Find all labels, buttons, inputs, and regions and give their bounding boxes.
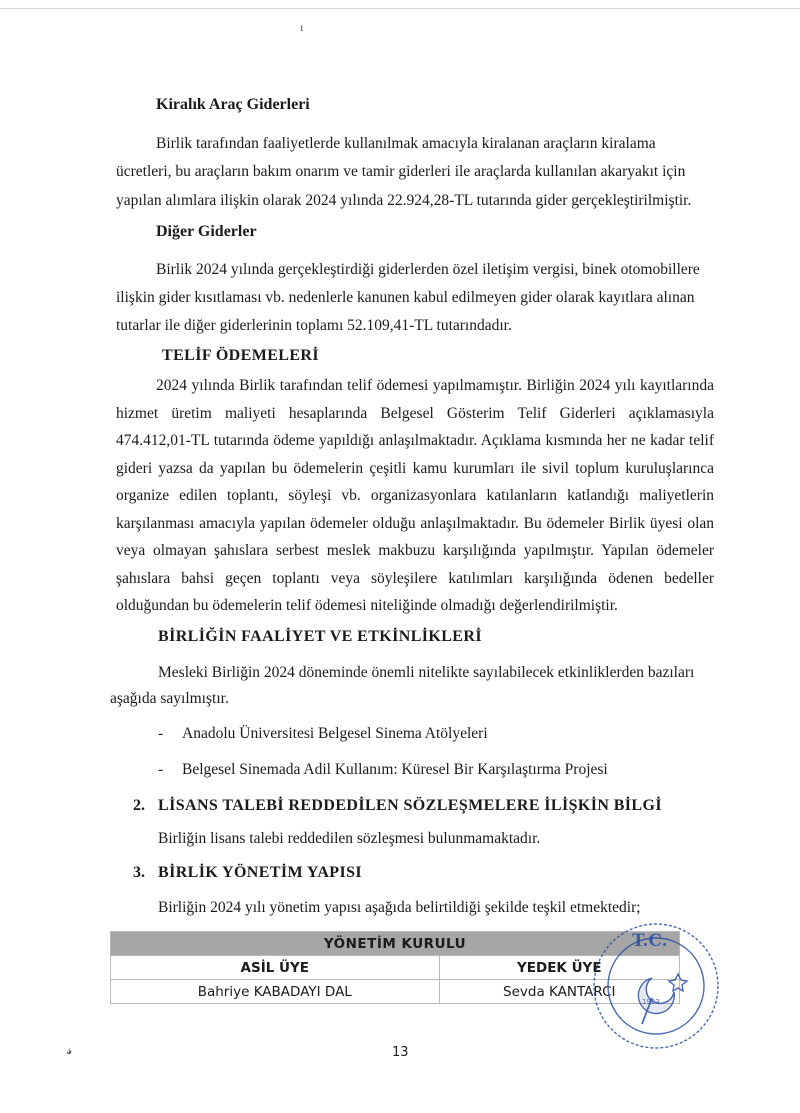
activities-line-1: Mesleki Birliğin 2024 döneminde önemli nitelikte sayılabilecek etkinliklerden bazıları [158,664,695,681]
activities-heading: BİRLİĞİN FAALİYET VE ETKİNLİKLERİ [158,628,482,645]
section-number-3: 3. [133,864,145,881]
activity-item-2: Belgesel Sinemada Adil Kullanım: Küresel Bir Karşılaştırma Projesi [182,761,608,778]
header-principal-member: ASİL ÜYE [111,956,440,980]
scan-edge-line [0,8,800,9]
stamp-year: 1923 [642,998,660,1006]
activity-item-1: Anadolu Üniversitesi Belgesel Sinema Atölyeleri [182,725,488,742]
rental-expenses-heading: Kiralık Araç Giderleri [156,96,310,113]
license-heading: LİSANS TALEBİ REDDEDİLEN SÖZLEŞMELERE İLİŞKİN BİLGİ [158,797,662,814]
other-line-1: Birlik 2024 yılında gerçekleştirdiği giderlerden özel iletişim vergisi, binek otomobillere [156,261,700,278]
other-expenses-heading: Diğer Giderler [156,223,257,240]
rental-line-1: Birlik tarafından faaliyetlerde kullanılmak amacıyla kiralanan araçların kiralama [156,135,656,152]
royalty-paragraph: 2024 yılında Birlik tarafından telif ödemesi yapılmamıştır. Birliğin 2024 yılı kayıtlarında hizmet üretim maliyeti hesaplarında Belgesel Gösterim Telif Giderleri açıklamasıyla 474.412,01-TL tutarında ödeme yapıldığı anlaşılmaktadır. Açıklama kısmında her ne kadar telif gideri yazsa da yapılan bu ödemelerin çeşitli kamu kurumları ile sivil toplum kuruluşlarınca organize edilen toplantı, söyleşi vb. organizasyonlara katılanların katlandığı maliyetlerin karşılanması amacıyla yapılan ödemeler olduğu anlaşılmaktadır. Bu ödemeler Birlik üyesi olan veya olmayan şahıslara serbest meslek makbuzu karşılığında yapılmıştır. Yapılan ödemeler şahıslara bahsi geçen toplantı veya söyleşilere katılımları karşılığında ödenen bedeller olduğundan bu ödemelerin telif ödemesi niteliğinde olmadığı değerlendirilmiştir. [116,377,714,614]
rental-line-3: yapılan alımlara ilişkin olarak 2024 yılında 22.924,28-TL tutarında gider gerçekleştirilmiştir. [116,192,692,209]
top-mark: ı [300,20,304,34]
crescent-icon [638,978,674,1013]
activities-line-2: aşağıda sayılmıştır. [110,690,229,707]
official-stamp [590,916,722,1056]
table-title: YÖNETİM KURULU [111,932,680,956]
stamp-top-text: T.C. [632,931,668,951]
header-substitute-member: YEDEK ÜYE [439,956,679,980]
list-bullet: - [158,725,164,742]
rental-line-2: ücretleri, bu araçların bakım onarım ve tamir giderleri ile araçlarda kullanılan akaryakıt için [116,163,686,180]
substitute-member-cell: Sevda KANTARCI [439,980,679,1004]
royalty-heading: TELİF ÖDEMELERİ [162,347,319,364]
corner-mark: 𝓈 [67,1043,73,1058]
license-text: Birliğin lisans talebi reddedilen sözleşmesi bulunmamaktadır. [158,830,541,847]
page-number: 13 [392,1045,409,1060]
other-line-2: ilişkin gider kısıtlaması vb. nedenlerle kanunen kabul edilmeyen gider olarak kayıtlara alınan [116,289,695,306]
star-icon [669,974,687,991]
management-text: Birliğin 2024 yılı yönetim yapısı aşağıda belirtildiği şekilde teşkil etmektedir; [158,899,641,916]
principal-member-cell: Bahriye KABADAYI DAL [111,980,440,1004]
section-number-2: 2. [133,797,145,814]
other-line-3: tutarlar ile diğer giderlerinin toplamı 52.109,41-TL tutarındadır. [116,317,512,334]
list-bullet: - [158,761,164,778]
management-heading: BİRLİK YÖNETİM YAPISI [158,864,363,881]
